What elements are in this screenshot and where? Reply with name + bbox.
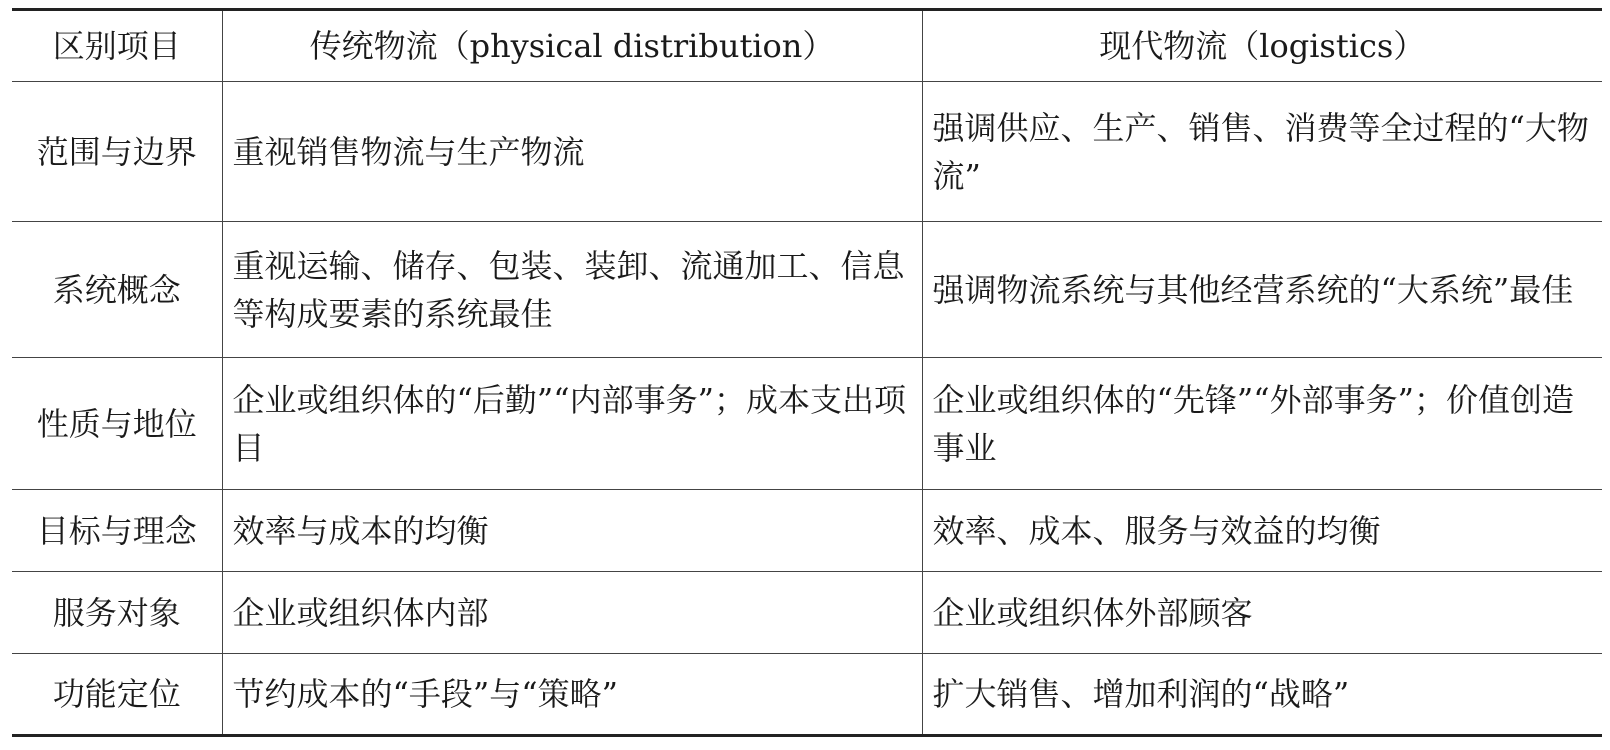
header-row xyxy=(12,10,1602,82)
modern-cell: 企业或组织体外部顾客 xyxy=(922,572,1602,654)
modern-cell: 效率、成本、服务与效益的均衡 xyxy=(922,490,1602,572)
header-cell-traditional: 传统物流（physical distribution） xyxy=(222,10,922,82)
table-row xyxy=(12,490,1602,572)
traditional-cell: 重视运输、储存、包装、装卸、流通加工、信息等构成要素的系统最佳 xyxy=(222,222,922,358)
modern-cell: 企业或组织体的“先锋”“外部事务”；价值创造事业 xyxy=(922,358,1602,490)
modern-cell: 强调物流系统与其他经营系统的“大系统”最佳 xyxy=(922,222,1602,358)
row-item-cell: 目标与理念 xyxy=(12,490,222,572)
row-item-cell: 服务对象 xyxy=(12,572,222,654)
table-row xyxy=(12,358,1602,490)
table-row xyxy=(12,222,1602,358)
logistics-comparison-table xyxy=(12,8,1602,737)
row-item-cell: 性质与地位 xyxy=(12,358,222,490)
traditional-cell: 节约成本的“手段”与“策略” xyxy=(222,654,922,736)
header-cell-modern: 现代物流（logistics） xyxy=(922,10,1602,82)
traditional-cell: 企业或组织体内部 xyxy=(222,572,922,654)
row-item-cell: 功能定位 xyxy=(12,654,222,736)
row-item-cell: 范围与边界 xyxy=(12,82,222,222)
table-row xyxy=(12,572,1602,654)
table-header xyxy=(12,10,1602,82)
traditional-cell: 效率与成本的均衡 xyxy=(222,490,922,572)
header-cell-item: 区别项目 xyxy=(12,10,222,82)
table-row xyxy=(12,82,1602,222)
modern-cell: 强调供应、生产、销售、消费等全过程的“大物流” xyxy=(922,82,1602,222)
traditional-cell: 企业或组织体的“后勤”“内部事务”；成本支出项目 xyxy=(222,358,922,490)
table-body xyxy=(12,82,1602,736)
comparison-table-container xyxy=(12,8,1602,737)
row-item-cell: 系统概念 xyxy=(12,222,222,358)
traditional-cell: 重视销售物流与生产物流 xyxy=(222,82,922,222)
modern-cell: 扩大销售、增加利润的“战略” xyxy=(922,654,1602,736)
table-row xyxy=(12,654,1602,736)
